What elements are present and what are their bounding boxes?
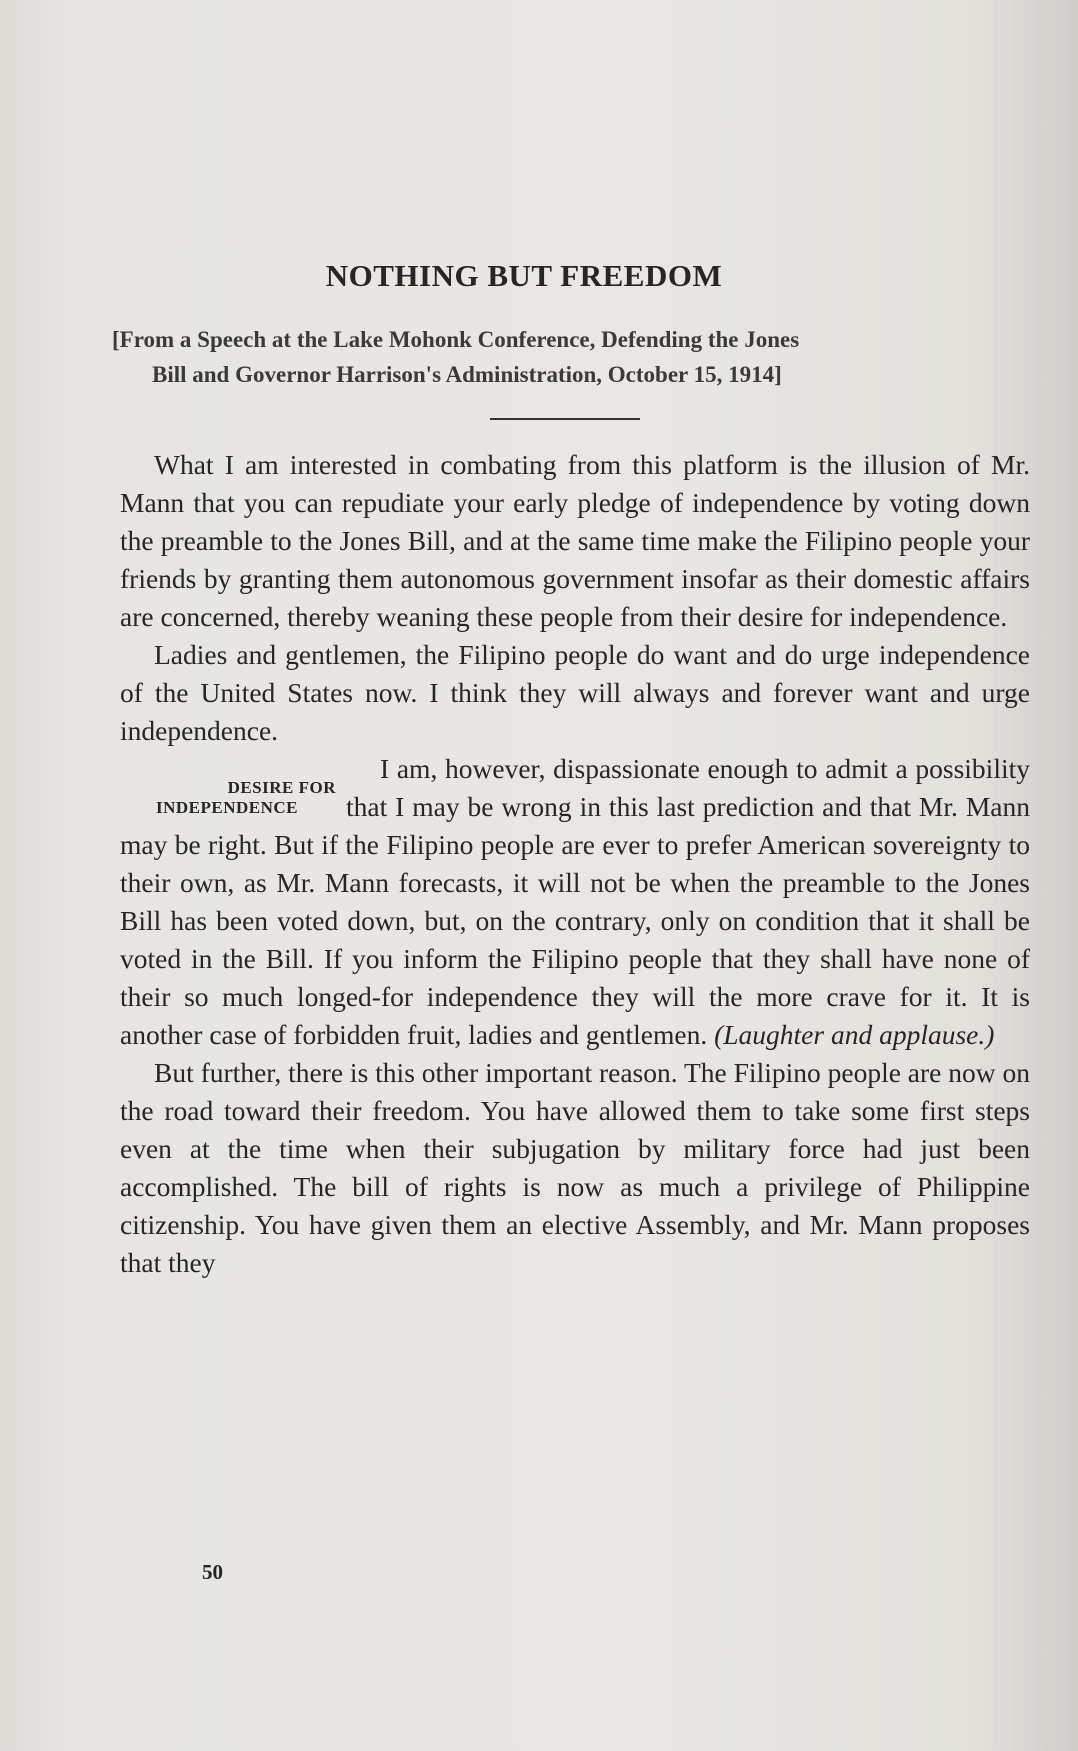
page-number: 50 bbox=[202, 1560, 223, 1584]
speech-body bbox=[120, 446, 1030, 1282]
source-note-line-1: [From a Speech at the Lake Mohonk Conference, Defending the Jones bbox=[112, 327, 800, 352]
source-note-line-2: Bill and Governor Harrison's Administration, October 15, 1914] bbox=[152, 362, 782, 387]
paragraph-3 bbox=[120, 750, 1030, 1054]
divider-rule bbox=[490, 418, 640, 420]
margin-sidehead bbox=[118, 778, 336, 818]
source-note bbox=[112, 322, 1032, 392]
page-title: NOTHING BUT FREEDOM bbox=[325, 258, 723, 293]
paragraph-1: What I am interested in combating from this platform is the illusion of Mr. Mann that you can repudiate your early pledge of independence by voting down the preamble to the Jones Bill, and at the same time make the Filipino people your friends by granting them autonomous government insofar as their domestic affairs are concerned, thereby weaning these people from their desire for independence. bbox=[120, 449, 1030, 632]
sidehead-line-1: DESIRE FOR bbox=[227, 778, 336, 797]
paragraph-4: But further, there is this other important reason. The Filipino people are now on the road toward their freedom. You have allowed them to take some first steps even at the time when their subjugation by military force had just been accomplished. The bill of rights is now as much a privilege of Philippine citizenship. You have given them an elective Assembly, and Mr. Mann proposes that they bbox=[120, 1057, 1030, 1278]
paragraph-3-text: I am, however, dispassionate enough to admit a possibility that I may be wrong in this last prediction and that Mr. Mann may be right. But if the Filipino people are ever to prefer American sovereignty to their own, as Mr. Mann forecasts, it will not be when the preamble to the Jones Bill has been voted down, but, on the contrary, only on condition that it shall be voted in the Bill. If you inform the Filipino people that they shall have none of their so much longed-for independence they will the more crave for it. It is another case of forbidden fruit, ladies and gentlemen. bbox=[120, 753, 1030, 1050]
stage-direction: (Laughter and applause.) bbox=[714, 1019, 995, 1050]
paragraph-2: Ladies and gentlemen, the Filipino people do want and do urge independence of the United States now. I think they will always and forever want and urge independence. bbox=[120, 639, 1030, 746]
sidehead-line-2: INDEPENDENCE bbox=[155, 798, 299, 817]
